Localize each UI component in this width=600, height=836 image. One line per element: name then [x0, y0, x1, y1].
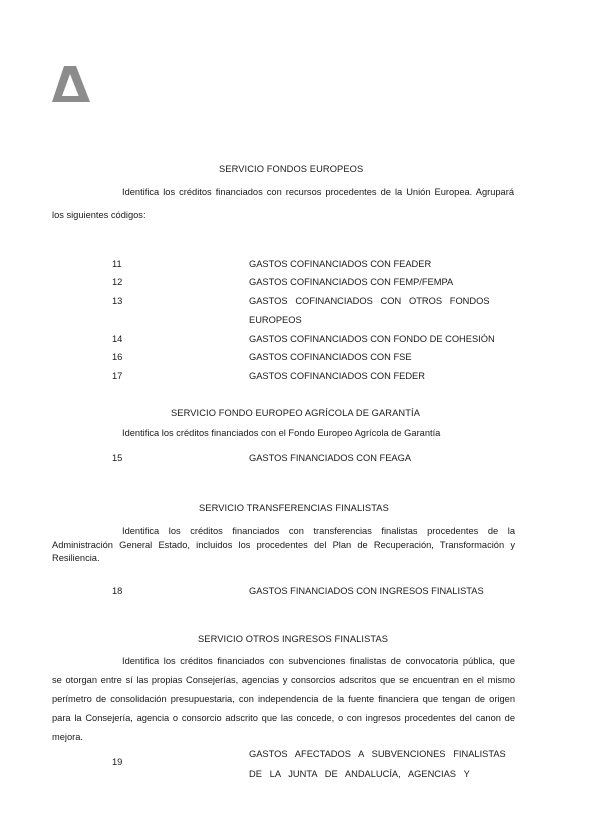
code-number: 13	[112, 296, 123, 306]
intro-text: Administración General Estado, incluidos los procedentes del Plan de Recuperación, Transformación y	[52, 540, 515, 550]
intro-text: Identifica los créditos financiados con el Fondo Europeo Agrícola de Garantía	[122, 428, 441, 438]
code-number: 12	[112, 277, 123, 287]
section-heading-otros-ingresos: SERVICIO OTROS INGRESOS FINALISTAS	[198, 634, 389, 644]
junta-andalucia-logo-icon	[50, 66, 90, 102]
intro-text: Identifica los créditos financiados con subvenciones finalistas de convocatoria pública, que	[122, 656, 515, 666]
code-number: 18	[112, 586, 123, 596]
intro-text: para la Consejería, agencia o consorcio adscrito que las concede, o con ingresos procedentes del canon de	[52, 713, 515, 723]
code-label: GASTOS COFINANCIADOS CON FEDER	[249, 371, 425, 381]
code-label-cont: EUROPEOS	[249, 315, 302, 325]
intro-text: perímetro de consolidación presupuestaria, con independencia de la fuente financiera que tengan de origen	[52, 694, 515, 704]
section-heading-transferencias: SERVICIO TRANSFERENCIAS FINALISTAS	[199, 503, 389, 513]
code-label: GASTOS COFINANCIADOS CON OTROS FONDOS	[249, 296, 490, 306]
code-number: 17	[112, 371, 123, 381]
code-label: GASTOS AFECTADOS A SUBVENCIONES FINALISTAS	[249, 749, 506, 759]
code-number: 15	[112, 453, 123, 463]
code-number: 11	[112, 259, 122, 269]
section-heading-feaga: SERVICIO FONDO EUROPEO AGRÍCOLA DE GARANTÍA	[171, 408, 420, 418]
intro-text: Identifica los créditos financiados con transferencias finalistas procedentes de la	[122, 526, 515, 536]
code-number: 19	[112, 757, 123, 767]
code-label: GASTOS FINANCIADOS CON FEAGA	[249, 453, 412, 463]
section-heading-fondos-europeos: SERVICIO FONDOS EUROPEOS	[219, 164, 364, 174]
code-number: 16	[112, 352, 123, 362]
intro-text: mejora.	[52, 732, 84, 742]
intro-text: Resiliencia.	[52, 553, 100, 563]
intro-text: Identifica los créditos financiados con recursos procedentes de la Unión Europea. Agrupará	[122, 187, 514, 197]
intro-text: se otorgan entre sí las propias Consejerías, agencias y consorcios adscritos que se encuentran en el mismo	[52, 675, 515, 685]
code-label: GASTOS COFINANCIADOS CON FONDO DE COHESIÓN	[249, 334, 495, 344]
code-label: GASTOS COFINANCIADOS CON FEMP/FEMPA	[249, 277, 454, 287]
code-number: 14	[112, 334, 123, 344]
code-label-cont: DE LA JUNTA DE ANDALUCÍA, AGENCIAS Y	[249, 769, 470, 779]
intro-text-cont: los siguientes códigos:	[52, 210, 146, 220]
code-label: GASTOS FINANCIADOS CON INGRESOS FINALISTAS	[249, 586, 484, 596]
code-label: GASTOS COFINANCIADOS CON FEADER	[249, 259, 432, 269]
code-label: GASTOS COFINANCIADOS CON FSE	[249, 352, 412, 362]
